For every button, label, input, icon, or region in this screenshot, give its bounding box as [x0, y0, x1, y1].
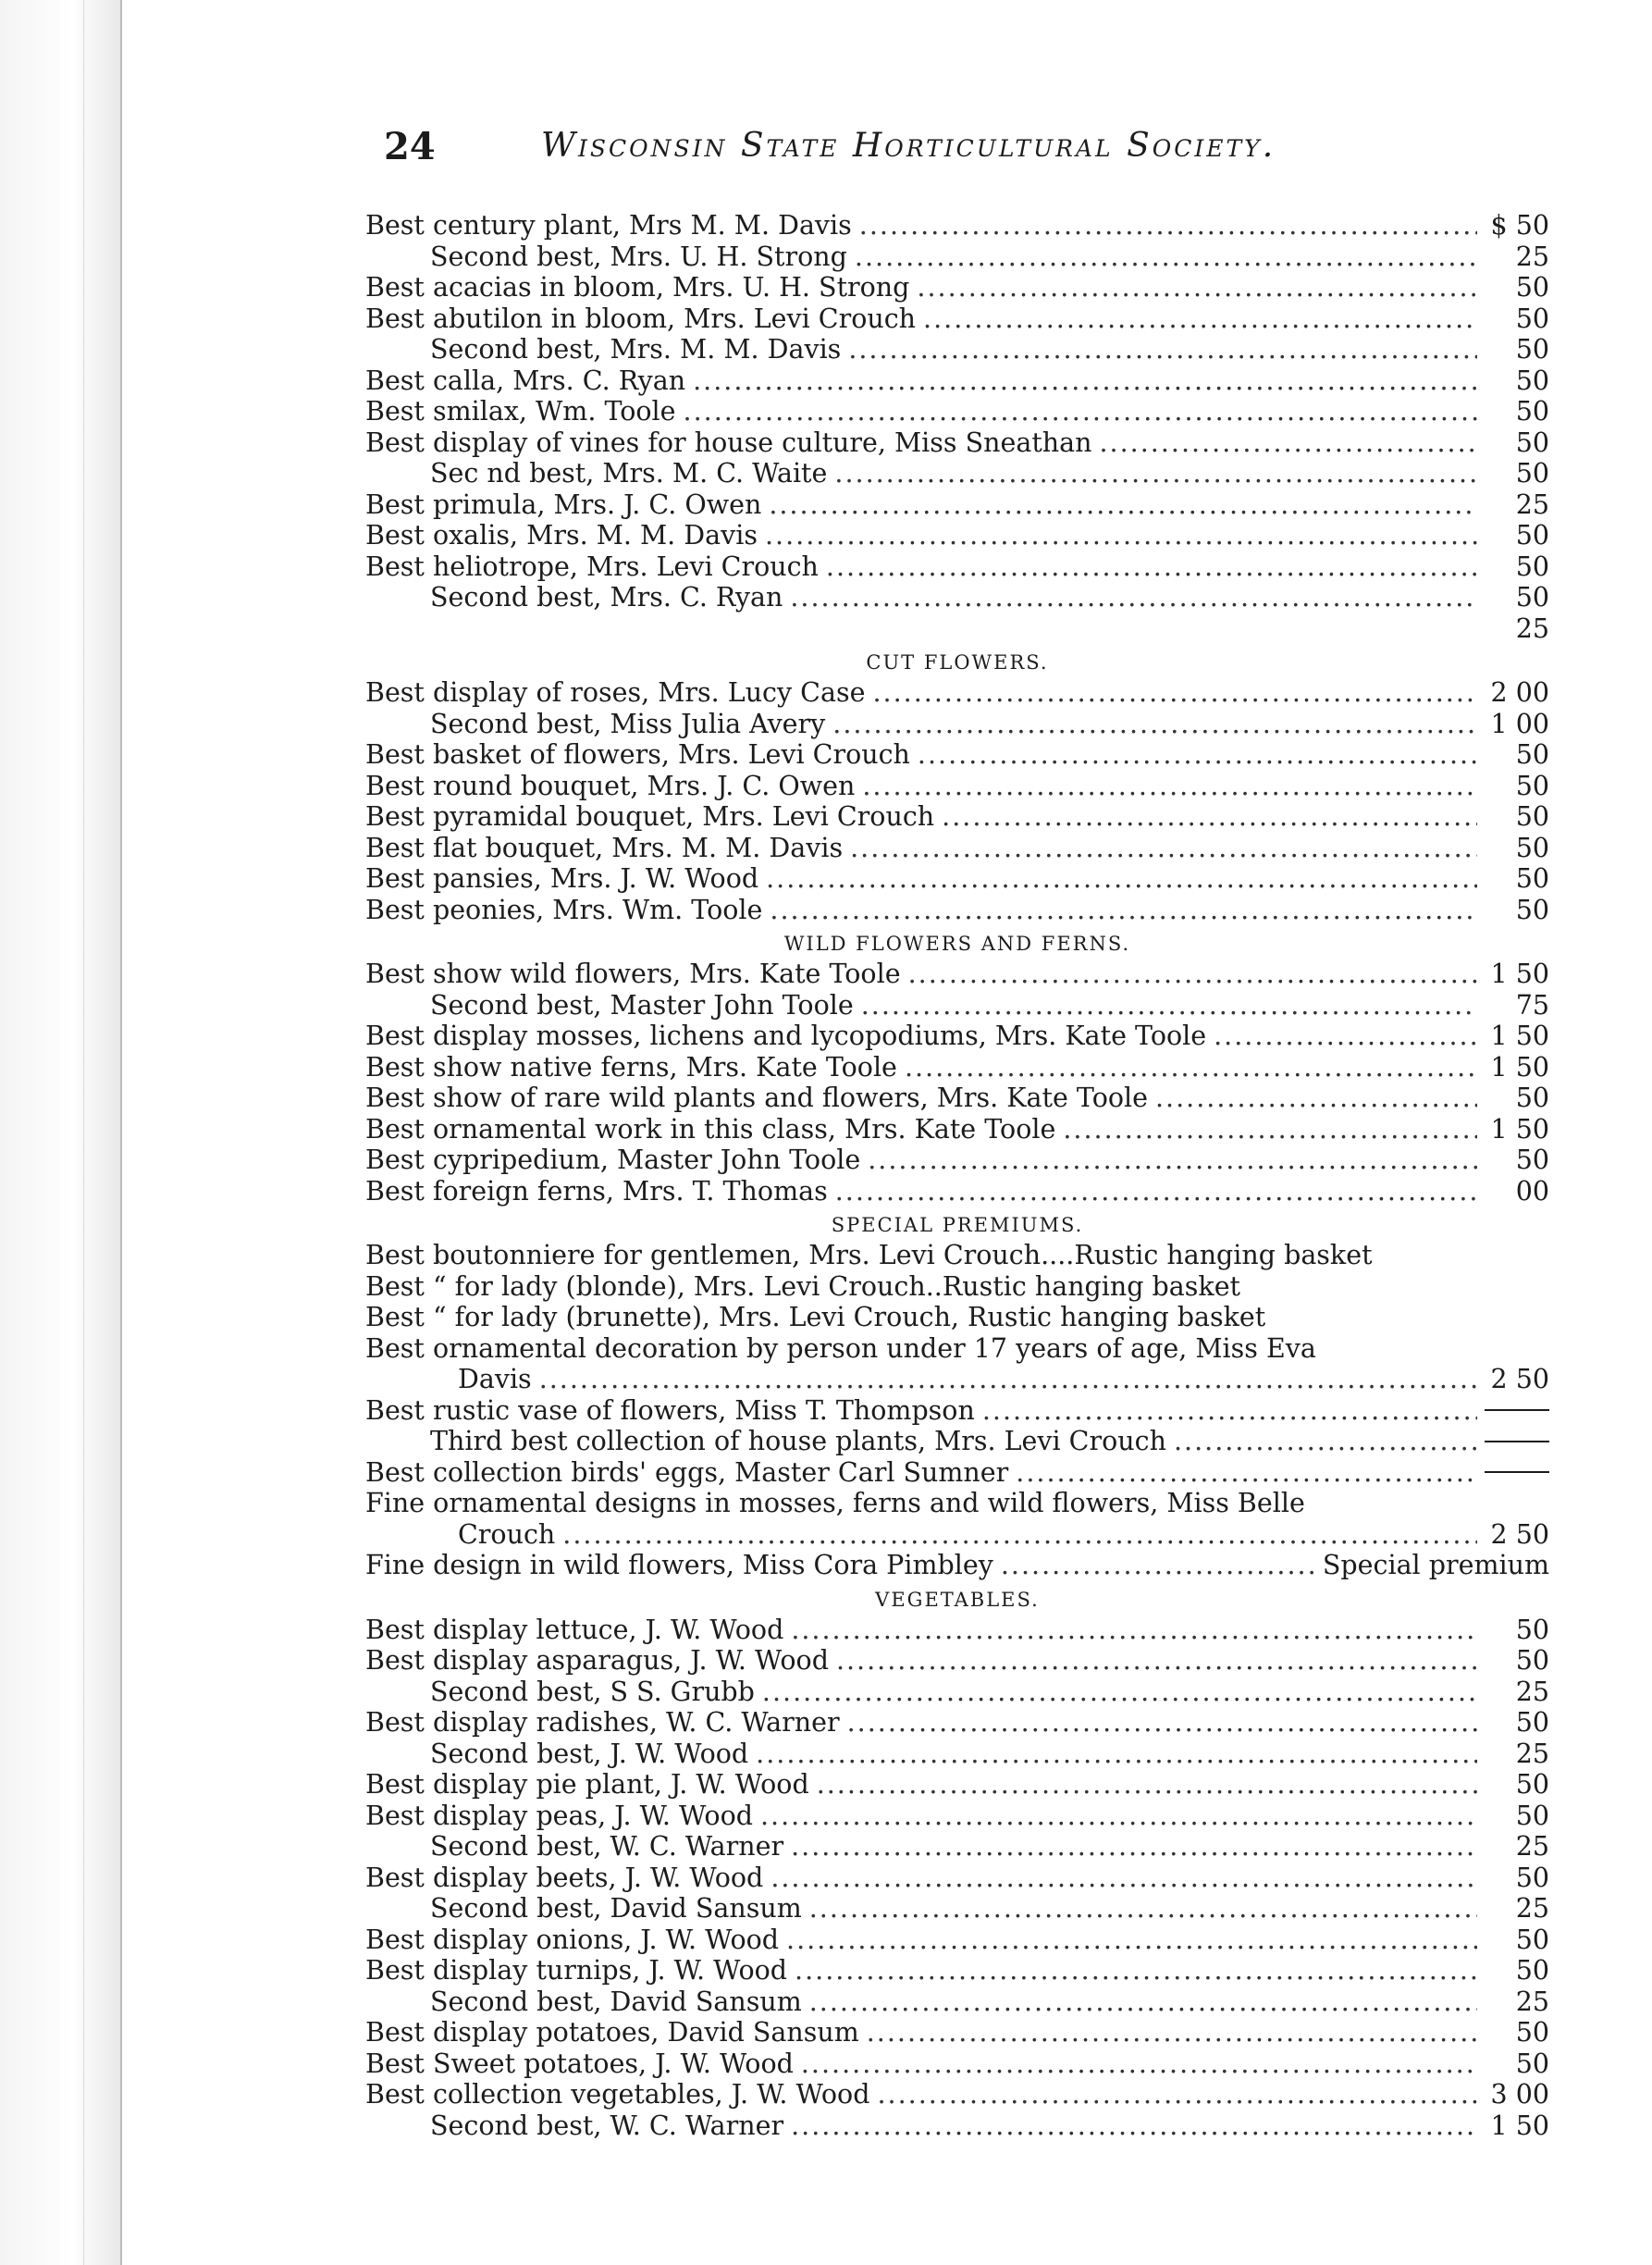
list-item — [365, 1021, 1549, 1052]
leader-dots — [908, 959, 1477, 990]
leader-dots — [834, 458, 1477, 489]
list-item — [365, 1364, 1549, 1395]
leader-dots — [770, 895, 1477, 926]
leader-dots — [756, 1739, 1477, 1770]
list-item — [365, 1550, 1549, 1581]
list-item — [365, 1677, 1549, 1708]
no-award-dash — [1485, 1441, 1549, 1442]
entry-amount: 75 — [1515, 989, 1549, 1021]
list-item — [365, 334, 1549, 365]
entry-label: Davis — [458, 1364, 532, 1394]
entry-label: Best display beets, J. W. Wood — [365, 1862, 764, 1893]
list-item — [365, 1863, 1549, 1894]
leader-dots — [1174, 1426, 1477, 1457]
list-item — [365, 2017, 1549, 2048]
leader-dots — [862, 771, 1477, 802]
list-item — [365, 1801, 1549, 1832]
leader-dots — [923, 303, 1477, 335]
entry-label: Best display mosses, lichens and lycopodiums, Mrs. Kate Toole — [365, 1021, 1207, 1051]
list-item — [365, 458, 1549, 489]
leader-dots — [835, 1176, 1477, 1207]
entry-amount: Special premium — [1322, 1550, 1549, 1580]
entry-label: Sec nd best, Mrs. M. C. Waite — [430, 458, 828, 489]
entry-label: Second best, Miss Julia Avery — [430, 708, 826, 739]
entry-amount: 00 — [1515, 1175, 1549, 1207]
list-item — [365, 489, 1549, 521]
entry-amount: 25 — [1515, 241, 1549, 272]
entry-amount: 50 — [1515, 303, 1549, 334]
entry-label: Best display of vines for house culture, Miss Sneathan — [365, 427, 1092, 458]
entry-label: Best cypripedium, Master John Toole — [365, 1145, 861, 1175]
entry-label: Best collection birds' eggs, Master Carl Sumner — [365, 1456, 1009, 1488]
entry-amount: 25 — [1515, 489, 1549, 520]
entry-amount: 50 — [1515, 1083, 1549, 1113]
entry-amount: 50 — [1515, 582, 1549, 613]
leader-dots — [809, 1987, 1477, 2018]
leader-dots — [562, 1519, 1477, 1551]
entry-label: Best display asparagus, J. W. Wood — [365, 1645, 829, 1676]
entry-amount: 50 — [1515, 739, 1549, 770]
entry-amount: 1 00 — [1490, 708, 1549, 739]
entry-amount: 1 50 — [1490, 1051, 1549, 1083]
leader-dots — [826, 551, 1477, 583]
page-edge — [0, 0, 122, 2265]
entry-amount: 25 — [1515, 1831, 1549, 1862]
entry-label: Fine ornamental designs in mosses, ferns and wild flowers, Miss Belle — [365, 1488, 1305, 1518]
list-item — [365, 1302, 1549, 1333]
leader-dots — [539, 1364, 1477, 1395]
entry-label: Best display potatoes, David Sansum — [365, 2017, 859, 2048]
list-item — [365, 520, 1549, 551]
entry-amount: 50 — [1515, 1769, 1549, 1800]
list-item — [365, 1333, 1549, 1365]
entry-amount: 2 00 — [1490, 677, 1549, 708]
entry-label: Best peonies, Mrs. Wm. Toole — [365, 894, 763, 925]
entry-label: Second best, S S. Grubb — [430, 1676, 755, 1707]
entry-label: Best round bouquet, Mrs. J. C. Owen — [365, 770, 856, 801]
entry-label: Best display radishes, W. C. Warner — [365, 1707, 840, 1738]
leader-dots — [836, 1645, 1477, 1677]
entry-label: Best pansies, Mrs. J. W. Wood — [365, 863, 759, 894]
entry-amount: 50 — [1515, 551, 1549, 582]
list-item — [365, 833, 1549, 864]
leader-dots — [817, 1769, 1477, 1801]
entry-label: Best pyramidal bouquet, Mrs. Levi Crouch — [365, 801, 935, 832]
entry-label: Best collection vegetables, J. W. Wood — [365, 2079, 870, 2110]
entry-label: Best acacias in bloom, Mrs. U. H. Strong — [365, 272, 910, 303]
list-item — [365, 771, 1549, 802]
list-item — [365, 1240, 1549, 1271]
list-item — [365, 613, 1549, 645]
entry-amount: $ 50 — [1490, 210, 1549, 241]
leader-dots — [786, 1925, 1477, 1956]
entry-label: Second best, Mrs. U. H. Strong — [430, 241, 847, 272]
entry-amount: 50 — [1515, 2048, 1549, 2079]
premium-list — [365, 210, 1549, 2141]
entry-label: Second best, David Sansum — [430, 1986, 802, 2017]
leader-dots — [877, 2079, 1477, 2110]
section — [365, 925, 1549, 1207]
leader-dots — [861, 990, 1477, 1021]
entry-label: Best heliotrope, Mrs. Levi Crouch — [365, 551, 819, 582]
entry-label: Second best, Mrs. M. M. Davis — [430, 334, 842, 365]
leader-dots — [693, 365, 1477, 397]
entry-amount: 25 — [1515, 1986, 1549, 2017]
entry-label: Best calla, Mrs. C. Ryan — [365, 365, 686, 396]
list-item — [365, 895, 1549, 926]
entry-amount: 1 50 — [1490, 2110, 1549, 2141]
section — [365, 1581, 1549, 2142]
list-item — [365, 677, 1549, 709]
entry-label: Best “ for lady (brunette), Mrs. Levi Crouch, Rustic hanging basket — [365, 1302, 1266, 1332]
entry-label: Best display turnips, J. W. Wood — [365, 1955, 788, 1986]
page-number: 24 — [384, 125, 436, 168]
entry-label: Best display pie plant, J. W. Wood — [365, 1769, 809, 1800]
list-item — [365, 1519, 1549, 1551]
leader-dots — [765, 520, 1477, 551]
entry-label: Best show native ferns, Mrs. Kate Toole — [365, 1051, 897, 1083]
list-item — [365, 396, 1549, 427]
list-item — [365, 1395, 1549, 1427]
section — [365, 644, 1549, 925]
entry-amount: 50 — [1515, 365, 1549, 396]
entry-label: Second best, Mrs. C. Ryan — [430, 582, 783, 613]
entry-label: Best display peas, J. W. Wood — [365, 1800, 753, 1831]
entry-label: Best basket of flowers, Mrs. Levi Crouch — [365, 739, 910, 770]
entry-label: Second best, Master John Toole — [430, 989, 854, 1021]
list-item — [365, 1925, 1549, 1956]
list-item — [365, 1707, 1549, 1739]
leader-dots — [809, 1893, 1477, 1925]
entry-amount: 25 — [1515, 1676, 1549, 1707]
list-item — [365, 241, 1549, 273]
list-item — [365, 959, 1549, 990]
entry-amount: 50 — [1515, 1614, 1549, 1645]
entry-amount: 50 — [1515, 801, 1549, 832]
entry-amount: 1 50 — [1490, 1113, 1549, 1145]
list-item — [365, 1083, 1549, 1114]
list-item — [365, 1426, 1549, 1457]
entry-label: Best abutilon in bloom, Mrs. Levi Crouch — [365, 303, 917, 334]
list-item — [365, 1831, 1549, 1863]
list-item — [365, 365, 1549, 397]
list-item — [365, 1145, 1549, 1176]
entry-amount: 25 — [1515, 1893, 1549, 1924]
leader-dots — [832, 709, 1477, 740]
entry-amount: 50 — [1515, 2017, 1549, 2048]
leader-dots — [1155, 1083, 1477, 1114]
entry-label: Second best, David Sansum — [430, 1893, 802, 1924]
leader-dots — [918, 739, 1477, 771]
entry-label: Third best collection of house plants, Mrs. Levi Crouch — [430, 1426, 1166, 1456]
leader-dots — [1016, 1457, 1477, 1489]
entry-amount: 50 — [1515, 832, 1549, 863]
leader-dots — [791, 2110, 1477, 2142]
entry-label: Best century plant, Mrs M. M. Davis — [365, 210, 852, 241]
no-award-dash — [1485, 1409, 1549, 1411]
leader-dots — [801, 2048, 1477, 2080]
entry-label: Second best, W. C. Warner — [430, 1831, 784, 1862]
list-item — [365, 303, 1549, 335]
list-item — [365, 1893, 1549, 1925]
list-item — [365, 1739, 1549, 1770]
leader-dots — [769, 489, 1477, 521]
entry-amount: 50 — [1515, 1800, 1549, 1831]
entry-label: Best display lettuce, J. W. Wood — [365, 1614, 784, 1645]
leader-dots — [847, 1707, 1477, 1739]
list-item — [365, 210, 1549, 241]
entry-label: Best flat bouquet, Mrs. M. M. Davis — [365, 832, 844, 863]
list-item — [365, 990, 1549, 1021]
leader-dots — [848, 334, 1477, 365]
list-item — [365, 2079, 1549, 2110]
list-item — [365, 1955, 1549, 1987]
leader-dots — [850, 833, 1477, 864]
entry-amount: 1 50 — [1490, 959, 1549, 989]
entry-amount: 2 50 — [1490, 1518, 1549, 1550]
leader-dots — [855, 241, 1477, 273]
entry-amount: 2 50 — [1490, 1364, 1549, 1394]
leader-dots — [867, 2017, 1477, 2048]
leader-dots — [791, 1615, 1477, 1646]
running-title: Wisconsin State Horticultural Society. — [541, 127, 1276, 165]
entry-label: Best rustic vase of flowers, Miss T. Thompson — [365, 1394, 975, 1426]
entry-label: Best boutonniere for gentlemen, Mrs. Levi Crouch....Rustic hanging basket — [365, 1240, 1373, 1270]
entry-amount: 50 — [1515, 520, 1549, 551]
entry-amount: 50 — [1515, 396, 1549, 427]
entry-label: Best show of rare wild plants and flowers, Mrs. Kate Toole — [365, 1083, 1148, 1113]
entry-label: Best oxalis, Mrs. M. M. Davis — [365, 520, 758, 551]
entry-amount: 1 50 — [1490, 1021, 1549, 1051]
entry-amount: 50 — [1515, 458, 1549, 489]
page-content — [365, 116, 1549, 2141]
leader-dots — [1001, 1550, 1315, 1581]
list-item — [365, 2110, 1549, 2142]
leader-dots — [1063, 1114, 1477, 1145]
page-header — [365, 116, 1549, 182]
leader-dots — [766, 863, 1477, 895]
entry-amount: 50 — [1515, 272, 1549, 303]
entry-label: Best primula, Mrs. J. C. Owen — [365, 489, 762, 520]
entry-amount: 50 — [1515, 1145, 1549, 1175]
leader-dots — [1214, 1021, 1477, 1052]
entry-label: Best display onions, J. W. Wood — [365, 1924, 780, 1955]
entry-amount: 25 — [1515, 1738, 1549, 1769]
entry-label: Best “ for lady (blonde), Mrs. Levi Crouch..Rustic hanging basket — [365, 1270, 1241, 1302]
list-item — [365, 272, 1549, 303]
leader-dots — [905, 1052, 1477, 1083]
leader-dots — [982, 1395, 1477, 1427]
leader-dots — [942, 801, 1477, 833]
leader-dots — [791, 1831, 1477, 1863]
list-item — [365, 1114, 1549, 1145]
leader-dots — [762, 1677, 1477, 1708]
leader-dots — [868, 1145, 1477, 1176]
leader-dots — [790, 582, 1477, 613]
leader-dots — [771, 1863, 1477, 1894]
list-item — [365, 2048, 1549, 2080]
list-item — [365, 1457, 1549, 1489]
entry-label: Best display of roses, Mrs. Lucy Case — [365, 677, 866, 708]
entry-amount: 50 — [1515, 1955, 1549, 1986]
list-item — [365, 1645, 1549, 1677]
list-item — [365, 739, 1549, 771]
list-item — [365, 863, 1549, 895]
list-item — [365, 1176, 1549, 1207]
list-item — [365, 709, 1549, 740]
entry-label: Fine design in wild flowers, Miss Cora Pimbley — [365, 1550, 993, 1580]
list-item — [365, 1615, 1549, 1646]
entry-amount: 50 — [1515, 427, 1549, 458]
section — [365, 1207, 1549, 1581]
entry-label: Best smilax, Wm. Toole — [365, 396, 676, 427]
entry-label: Best foreign ferns, Mrs. T. Thomas — [365, 1175, 828, 1207]
list-item — [365, 1052, 1549, 1083]
list-item — [365, 582, 1549, 613]
leader-dots — [872, 677, 1477, 709]
list-item — [365, 1769, 1549, 1801]
entry-label: Crouch — [458, 1518, 556, 1550]
entry-label: Second best, W. C. Warner — [430, 2110, 784, 2141]
section-title: VEGETABLES. — [875, 1588, 1040, 1611]
leader-dots — [917, 272, 1477, 303]
entry-amount: 50 — [1515, 894, 1549, 925]
list-item — [365, 801, 1549, 833]
section-title: WILD FLOWERS AND FERNS. — [783, 933, 1131, 955]
list-item — [365, 1987, 1549, 2018]
entry-amount: 3 00 — [1490, 2079, 1549, 2110]
entry-label: Best show wild flowers, Mrs. Kate Toole — [365, 959, 901, 989]
list-item — [365, 551, 1549, 583]
list-item — [365, 1271, 1549, 1303]
leader-dots — [859, 210, 1477, 241]
no-award-dash — [1485, 1471, 1549, 1473]
entry-amount: 50 — [1515, 334, 1549, 365]
entry-amount: 50 — [1515, 863, 1549, 894]
entry-amount: 50 — [1515, 770, 1549, 801]
entry-amount: 50 — [1515, 1707, 1549, 1738]
list-item — [365, 427, 1549, 459]
leader-dots — [1100, 427, 1478, 459]
entry-label: Second best, J. W. Wood — [430, 1738, 749, 1769]
entry-amount: 50 — [1515, 1862, 1549, 1893]
section-title: SPECIAL PREMIUMS. — [831, 1214, 1084, 1236]
entry-amount: 25 — [1515, 613, 1549, 644]
section — [365, 210, 1549, 644]
leader-dots — [684, 396, 1477, 427]
entry-amount: 50 — [1515, 1645, 1549, 1676]
entry-label: Best ornamental work in this class, Mrs. Kate Toole — [365, 1113, 1056, 1145]
leader-dots — [760, 1801, 1477, 1832]
list-item — [365, 1488, 1549, 1519]
entry-amount: 50 — [1515, 1924, 1549, 1955]
entry-label: Best ornamental decoration by person under 17 years of age, Miss Eva — [365, 1332, 1316, 1364]
leader-dots — [795, 1955, 1477, 1987]
section-title: CUT FLOWERS. — [866, 651, 1049, 674]
entry-label: Best Sweet potatoes, J. W. Wood — [365, 2048, 794, 2079]
